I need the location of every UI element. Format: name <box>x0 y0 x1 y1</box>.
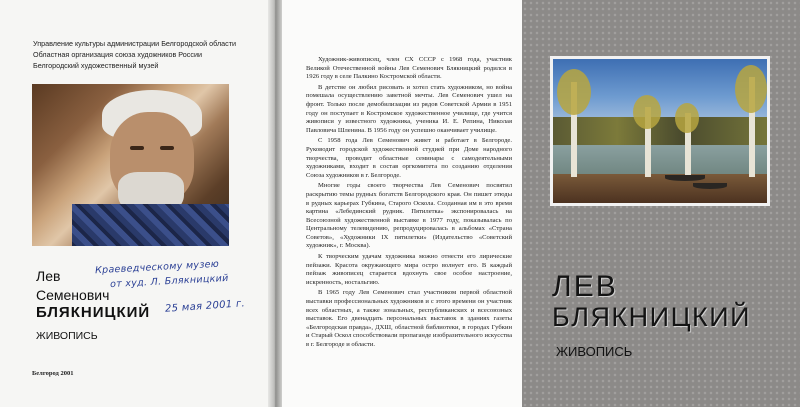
artist-portrait-photo <box>32 84 229 246</box>
painting-river <box>553 145 767 177</box>
biography-page <box>282 0 522 407</box>
artist-surname: БЛЯКНИЦКИЙ <box>36 304 151 321</box>
book-cover <box>522 0 800 407</box>
cover-surname: БЛЯКНИЦКИЙ <box>552 302 752 332</box>
painting-riverbank <box>553 174 767 203</box>
book-gutter <box>268 0 282 407</box>
painting-forest <box>553 117 767 149</box>
bio-paragraph: К творческим удачам художника можно отнести его лирические пейзажи. Красота окружающего мира остро волнует его. В каждый пейзаж живописец старается вдохнуть свое особое настроение, искренность, ностальгию. <box>306 253 512 286</box>
artist-first-name: Лев <box>36 268 61 284</box>
portrait-shirt <box>72 204 229 246</box>
portrait-eye <box>130 146 144 150</box>
biography-text <box>306 56 512 352</box>
publisher-line: Белгородский художественный музей <box>33 61 159 70</box>
handwritten-dedication-line: Краеведческому музею <box>94 258 220 277</box>
bio-paragraph: Многие годы своего творчества Лев Семенович посвятил раскрытию темы рудных богатств Белгородского края. Он пишет этюды в рудных карьерах Губкина, Старого Оскола. Созданная им в это время картина «Лебединский рудник. Пятилетка» экспонировалась на Всесоюзной художественной выставке в 1977 году, показывалась по Центральному телевидению, репродуцировалась в альбомах «Страна Советов», «Художники IX пятилетки» (Издательство «Советский художник», г. Москва). <box>306 182 512 250</box>
painting-tree-crown <box>633 95 661 129</box>
portrait-eye <box>160 146 174 150</box>
painting-tree-crown <box>735 65 767 113</box>
publisher-line: Областная организация союза художников России <box>33 50 203 59</box>
city-year: Белгород 2001 <box>32 370 74 377</box>
publisher-block <box>33 38 268 71</box>
painting-tree-crown <box>557 69 591 115</box>
cover-genre: ЖИВОПИСЬ <box>556 344 633 359</box>
bio-paragraph: С 1958 года Лев Семенович живет и работает в Белгороде. Руководит городской художественной студией при Доме народного творчества, проводит областные семинары с самодеятельными художниками, входит в состав оргкомитета по созданию отделения Союза художников в г. Белгороде. <box>306 137 512 179</box>
cover-painting <box>550 56 770 206</box>
handwritten-date: 25 мая 2001 г. <box>164 298 246 315</box>
genre-label: ЖИВОПИСЬ <box>36 330 98 342</box>
bio-paragraph: В 1965 году Лев Семенович стал участником первой областной выставки профессиональных художников и с этого времени он участник всех областных, а также зональных, республиканских и всесоюзных выставок. Его двенадцать персональных выставок в зданиях газеты «Белгородская правда», ДХШ, областной библиотеки, в городах Губкин и Старый Оскол способствовали пропаганде изобразительного искусства в г. Белгороде и области. <box>306 289 512 348</box>
title-page <box>0 0 275 407</box>
artist-patronymic: Семенович <box>36 287 110 303</box>
handwritten-dedication-line: от худ. Л. Блякницкий <box>109 272 229 291</box>
bio-paragraph: В детстве он любил рисовать и хотел стать художником, но война помешала осуществлению заветной мечты. Лев Семенович ушел на фронт. Только после демобилизации из рядов Советской Армии в 1951 году он поступает в Костромское художественное училище, где учится живописи у известного художника, ученика И. Е. Репина, Николая Павловича Шленина. В 1956 году он успешно оканчивает училище. <box>306 83 512 134</box>
painting-boat <box>693 183 727 189</box>
cover-first-name: ЛЕВ <box>552 270 618 303</box>
painting-tree-crown <box>675 103 699 133</box>
publisher-line: Управление культуры администрации Белгородской области <box>33 39 237 48</box>
bio-paragraph: Художник-живописец, член СХ СССР с 1968 года, участник Великой Отечественной войны Лев Семенович Блякницкий родился в 1926 году в селе Палкино Костромской области. <box>306 56 512 81</box>
painting-boat <box>665 175 705 181</box>
